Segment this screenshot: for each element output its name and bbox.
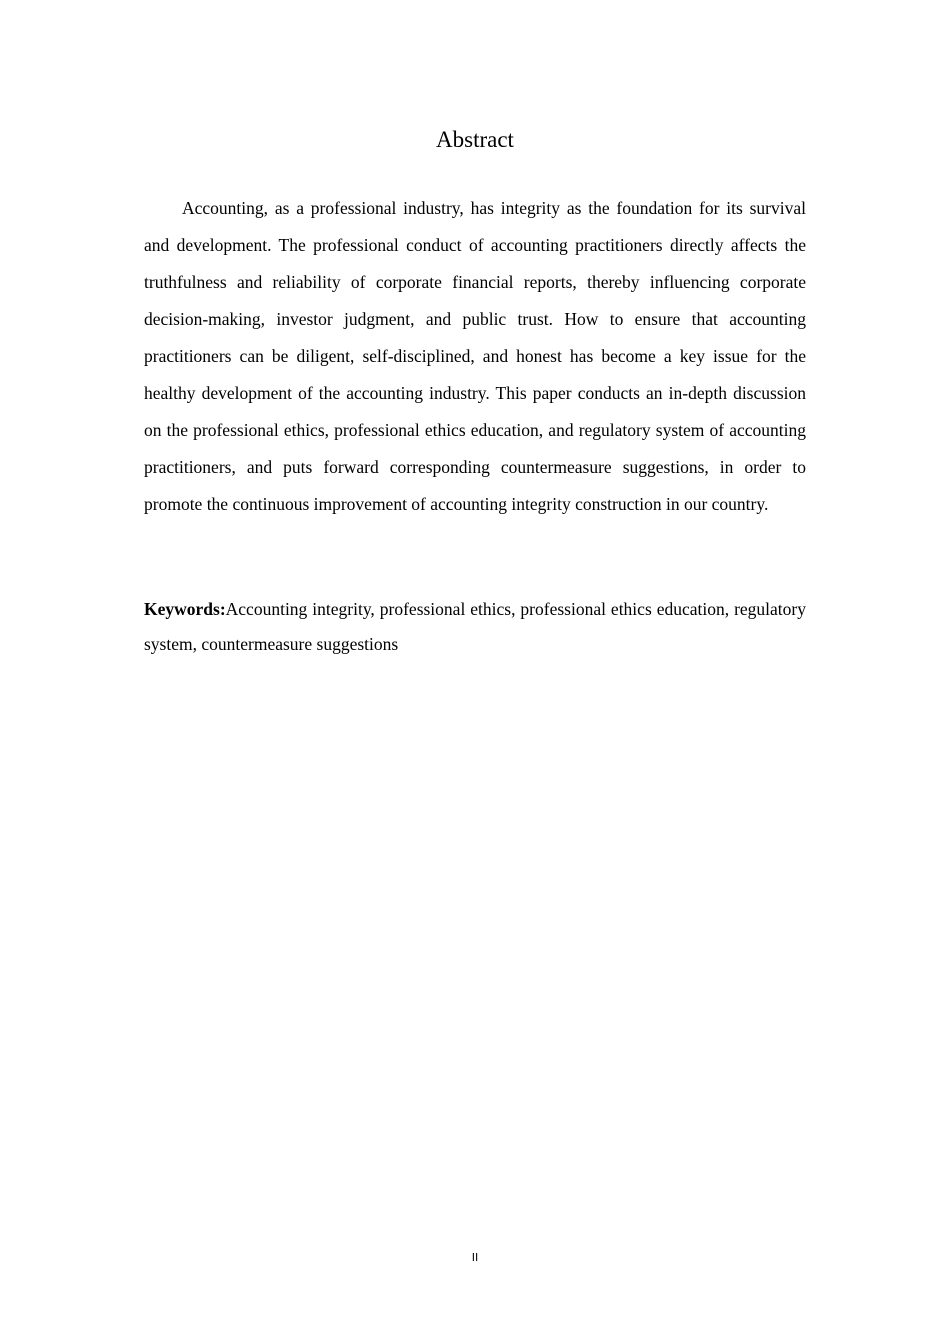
keywords-label: Keywords: bbox=[144, 599, 226, 619]
keywords-paragraph bbox=[144, 592, 806, 662]
page-number: II bbox=[471, 1251, 479, 1264]
keywords-text: Accounting integrity, professional ethics, professional ethics education, regulatory system, countermeasure suggestions bbox=[144, 599, 806, 654]
abstract-title: Abstract bbox=[436, 127, 514, 152]
abstract-paragraph: Accounting, as a professional industry, has integrity as the foundation for its survival and development. The professional conduct of accounting practitioners directly affects the truthfulness and reliability of corporate financial reports, thereby influencing corporate decision-making, investor judgment, and public trust. How to ensure that accounting practitioners can be diligent, self-disciplined, and honest has become a key issue for the healthy development of the accounting industry. This paper conducts an in-depth discussion on the professional ethics, professional ethics education, and regulatory system of accounting practitioners, and puts forward corresponding countermeasure suggestions, in order to promote the continuous improvement of accounting integrity construction in our country. bbox=[144, 198, 806, 514]
